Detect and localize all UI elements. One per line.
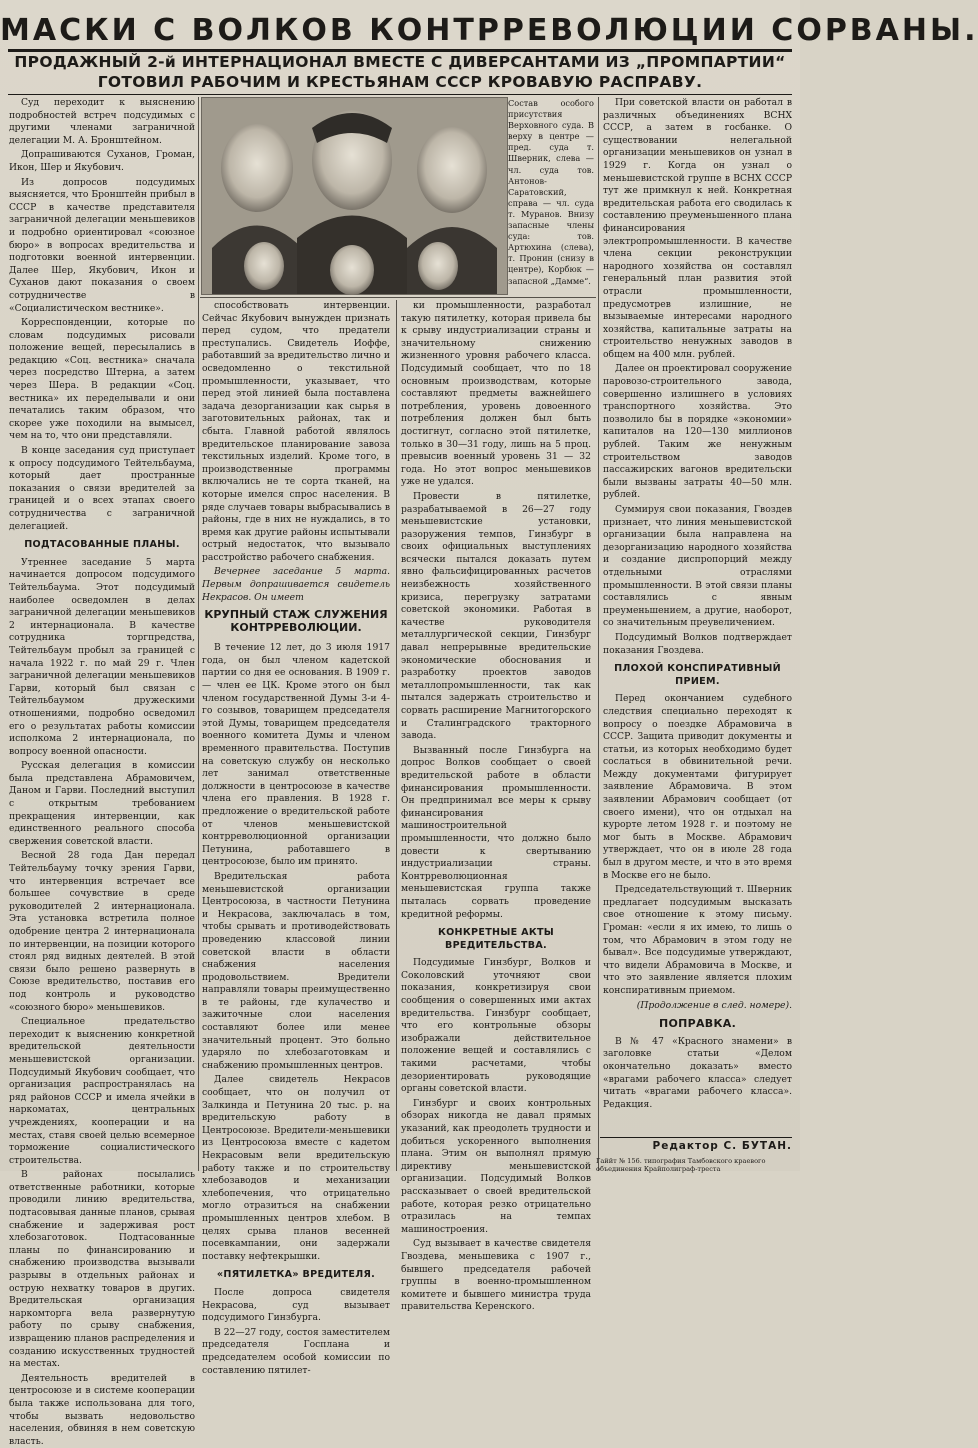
section-heading: ПЛОХОЙ КОНСПИРАТИВНЫЙ ПРИЕМ. bbox=[614, 663, 781, 687]
paragraph: Вызванный после Гинзбурга на допрос Волков сообщает о своей вредительской работе в области финансирования промышленности. Он предпринимал все меры к срыву финансирования машиностроительной промышленности, что должно было довести к свертыванию индустриализации страны. Контрреволюционная меньшевистская группа также пыталась сорвать проведение кредитной реформы. bbox=[401, 744, 591, 920]
paragraph: При советской власти он работал в различных объединениях ВСНХ СССР, а затем в госбанке. О существовании нелегальной организации меньшевиков он узнал в 1929 г. Когда он узнал о меньшевистской группе в ВСНХ СССР тут же примкнул к ней. Конкретная вредительская работа его сводилась к составлению преуменьшенного плана финансирования электропромышленности. В качестве члена секции реконструкции народного хозяйства он составлял генеральный план развития этой отрасли промышленности, предусмотрев излишние, не вызываемые интересами народного хозяйства, капитальные затраты на строительство ненужных заводов в общем на 400 млн. рублей. bbox=[603, 97, 792, 360]
photo-caption: Состав особого присутствия Верховного суда. В верху в центре — пред. суда т. Шверник, слева — чл. суда тов. Антонов-Саратовский, справа — чл. суда т. Муранов. Внизу запасные члены суда: тов. Артюхина (слева), т. Пронин (снизу в центре), Корбюк — запасной „Дамме“. bbox=[508, 98, 594, 286]
article-column-1 bbox=[9, 97, 195, 1447]
editor-signature: Редактор С. БУТАН. bbox=[652, 1140, 792, 1152]
correction-text: В № 47 «Красного знамени» в заголовке статьи «Делом окончательно доказать» вместо «врагами рабочего класса» следует читать «врагами рабочего класса». Редакция. bbox=[603, 1035, 792, 1110]
paragraph: Перед окончанием судебного следствия специально переходят к вопросу о поездке Абрамовича в СССР. Защита приводит документы и статьи, из которых необходимо будет сослаться в обвинительной речи. Между документами фигурирует заявление Абрамовича. В этом заявлении Абрамович сообщает (от своего имени), что он отдыхал на курорте летом 1928 г. и поэтому не мог быть в Москве. Абрамович утверждает, что он в июле 28 года был в другом месте, и что в это время в Москве его не было. bbox=[603, 693, 792, 881]
paragraph: В районах посылались ответственные работники, которые проводили линию вредительства, подтасовывая данные планов, срывая снабжение и задерживая рост хлебозаготовок. Подтасованные планы по финансированию и снабжению производства вызывали разрывы в отдельных районах и острую нехватку товаров в других. Вредительская организация наркомторга вела развернутую работу по срыву снабжения, извращению планов распределения и созданию искусственных трудностей на местах. bbox=[9, 1169, 195, 1370]
photo-bottom-rule bbox=[200, 297, 596, 298]
section-heading: КРУПНЫЙ СТАЖ СЛУЖЕНИЯ КОНТРРЕВОЛЮЦИИ. bbox=[204, 608, 388, 635]
print-imprint: Гаййт № 156. типография Тамбовского краевого объединения Крайполиграф-треста bbox=[596, 1157, 766, 1173]
editor-rule bbox=[600, 1137, 792, 1138]
paragraph: Деятельность вредителей в центросоюзе и в системе кооперации была также использована для того, чтобы вызвать недовольство населения, обвиняя в нем советскую власть. bbox=[9, 1372, 195, 1447]
column-divider bbox=[598, 97, 599, 1171]
paragraph: Подсудимые Гинзбург, Волков и Соколовский уточняют свои показания, конкретизируя свои сообщения о совершенных ими актах вредительства. Гинзбург сообщает, что его контрольные обзоры изображали действительное положение вещей и составлялись с такими расчетами, чтобы дезориентировать руководящие органы советской власти. bbox=[401, 957, 591, 1095]
paragraph: Весной 28 года Дан передал Тейтельбауму точку зрения Гарви, что интервенция встречает все большее сочувствие в среде руководителей 2 интернационала. Эта установка встретила полное одобрение центра 2 интернационала по интервенции, на позиции которого стоял ряд видных деятелей. В этой связи было решено развернуть в Союзе вредительство, поставив его под контроль и руководство «союзного бюро» меньшевиков. bbox=[9, 850, 195, 1013]
paragraph: Далее он проектировал сооружение паровозо-строительного завода, совершенно излишнего в условиях транспортного хозяйства. Это позволило бы в порядке «экономии» капиталов на 120—130 миллионов рублей. Таким же ненужным строительством заводов пассажирских вагонов вредительски были вызваны затраты 40—50 млн. рублей. bbox=[603, 363, 792, 501]
page-subheadline: ПРОДАЖНЫЙ 2-й ИНТЕРНАЦИОНАЛ ВМЕСТЕ С ДИВЕРСАНТАМИ ИЗ „ПРОМПАРТИИ“ ГОТОВИЛ РАБОЧИМ И КРЕСТЬЯНАМ СССР КРОВАВУЮ РАСПРАВУ. bbox=[14, 53, 786, 91]
paragraph: В 22—27 году, состоя заместителем председателя Госплана и председателем особой комиссии по составлению пятилет- bbox=[202, 1326, 390, 1376]
paragraph: Председательствующий т. Шверник предлагает подсудимым высказать свое отношение к этому письму. Громан: «если я их имею, то лишь о том, что Абрамович в этом году не бывал». Все подсудимые утверждают, что видели Абрамовича в Москве, и что это заявление является плохим конспиративным приемом. bbox=[603, 884, 792, 996]
paragraph: Утреннее заседание 5 марта начинается допросом подсудимого Тейтельбаума. Этот подсудимый наиболее осведомлен в делах заграничной делегации меньшевиков 2 интернационала. В качестве сотрудника торгпредства, Тейтельбаум пробыл за границей с начала 1922 г. по май 29 г. Член заграничной делегации меньшевиков Гарви, который был связан с Тейтельбаумом дружескими отношениями, подробно осведомил его о результатах работы комиссии исполкома 2 интернационала, по вопросу военной опасности. bbox=[9, 556, 195, 757]
paragraph: способствовать интервенции. Сейчас Якубович вынужден признать перед судом, что предатели преступались. Свидетель Иоффе, работавший за вредительство лично и осведомленно о текстильной промышленности, указывает, что перед этой линией была поставлена задача дезорганизации как сырья в заготовительных районах, так и сбыта. Главной работой являлось вредительское планирование завоза текстильных изделий. Кроме того, в производственные программы включались не те сорта тканей, на которые имелся спрос населения. В ряде случаев товары выбрасывались в районы, где в них не нуждались, в то время как другие районы испытывали острый недостаток, что вызывало расстройство рабочего снабжения. bbox=[202, 300, 390, 563]
paragraph: Суд вызывает в качестве свидетеля Гвоздева, меньшевика с 1907 г., бывшего председателя рабочей группы в военно-промышленном комитете и бывшего министра труда правительства Керенского. bbox=[401, 1238, 591, 1313]
paragraph: Суд переходит к выяснению подробностей встреч подсудимых с другими членами заграничной делегации М. А. Бронштейном. bbox=[9, 97, 195, 146]
correction-heading: ПОПРАВКА. bbox=[658, 1017, 737, 1031]
article-column-3 bbox=[401, 300, 591, 1313]
continuation-note: (Продолжение в след. номере). bbox=[636, 999, 792, 1011]
column-divider bbox=[198, 97, 199, 1171]
paragraph: Корреспонденции, которые по словам подсудимых рисовали положение вещей, пересылались в редакцию «Соц. вестника» сначала через посредство Штерна, а затем через Шера. В редакции «Соц. вестника» их переделывали и они печатались таким образом, что скорее уже походили на вымысел, чем на то, что они представляли. bbox=[9, 317, 195, 442]
paragraph: В конце заседания суд приступает к опросу подсудимого Тейтельбаума, который дает пространные показания о связи вредителей за границей и о всех этапах своего сотрудничества с заграничной делегацией. bbox=[9, 445, 195, 532]
paragraph: В течение 12 лет, до 3 июля 1917 года, он был членом кадетской партии со дня ее основания. В 1909 г. — член ее ЦК. Кроме этого он был членом государственной Думы 3-и 4-го созывов, товарищем председателя этой Думы, товарищем председателя военного комитета Думы и членом временного правительства. Поступив на советскую службу он несколько лет занимал ответственные должности в центросоюзе в качестве члена его правления. В 1928 г. предложение о вредительской работе от членов меньшевистской контрреволюционной организации Петунина, работавшего в центросоюзе, было им принято. bbox=[202, 642, 390, 868]
article-column-2 bbox=[202, 300, 390, 1376]
section-heading: «ПЯТИЛЕТКА» ВРЕДИТЕЛЯ. bbox=[216, 1269, 376, 1281]
paragraph: После допроса свидетеля Некрасова, суд вызывает подсудимого Гинзбурга. bbox=[202, 1286, 390, 1324]
paragraph: Допрашиваются Суханов, Громан, Икон, Шер и Якубович. bbox=[9, 149, 195, 173]
article-column-4 bbox=[603, 97, 792, 1137]
paragraph: Суммируя свои показания, Гвоздев признает, что линия меньшевистской организации была направлена на дезорганизацию народного хозяйства и создание диспропорций между отдельными отраслями промышленности. В этой связи планы составлялись с явным преуменьшением, а другие, наоборот, со значительным преувеличением. bbox=[603, 504, 792, 629]
paragraph: Вечернее заседание 5 марта. Первым допрашивается свидетель Некрасов. Он имеет bbox=[202, 566, 390, 603]
paragraph: Вредительская работа меньшевистской организации Центросоюза, в частности Петунина и Некрасова, заключалась в том, чтобы срывать и противодействовать проведению классовой линии советской власти в области снабжения населения продовольствием. Вредители направляли товары преимущественно в те районы, где кулачество и зажиточные слои населения составляют более или менее значительный процент. Это больно ударяло по хлебозаготовкам и снабжению промышленных центров. bbox=[202, 870, 390, 1071]
paragraph: Гинзбург и своих контрольных обзорах никогда не давал прямых указаний, как преодолеть трудности и добиться ускоренного выполнения плана. Этим он выполнял прямую директиву меньшевистской организации. Подсудимый Волков рассказывает о своей вредительской работе, которая резко отрицательно отразилась на темпах машиностроения. bbox=[401, 1097, 591, 1235]
court-photo-image bbox=[202, 98, 507, 294]
paragraph: Далее свидетель Некрасов сообщает, что он получил от Залкинда и Петунина 20 тыс. р. на вредительскую работу в Центросоюзе. Вредители-меньшевики из Центросоюза вместе с кадетом Некрасовым вели вредительскую работу также и по строительству хлебозаводов и механизации хлебопечения, что отрицательно могло отразиться на снабжении промышленных центров хлебом. В целях срыва планов весенней посевкампании, они задержали поставку нефтекрышки. bbox=[202, 1074, 390, 1262]
subheadline-rule bbox=[8, 94, 792, 95]
paragraph: Подсудимый Волков подтверждает показания Гвоздева. bbox=[603, 631, 792, 656]
court-photo bbox=[201, 97, 508, 295]
section-heading: КОНКРЕТНЫЕ АКТЫ ВРЕДИТЕЛЬСТВА. bbox=[437, 927, 555, 951]
paragraph: Русская делегация в комиссии была представлена Абрамовичем, Даном и Гарви. Последний выступил с открытым требованием прекращения интервенции, как единственного реального способа свержения советской власти. bbox=[9, 760, 195, 847]
paragraph: Провести в пятилетке, разрабатываемой в 26—27 году меньшевистские установки, разоружения темпов, Гинзбург в своих официальных выступлениях всячески пытался доказать путем явно фальсифицированных расчетов неизбежность хозяйственного кризиса, перегрузку затратами советской экономики. Работая в качестве руководителя металлургической секции, Гинзбург давал непрерывные вредительские экономические обоснования и разработку проектов заводов металлопромышленности, так как пытался задержать строительство и сорвать расширение Магнитогорского и Сталинградского тракторного завода. bbox=[401, 490, 591, 742]
paragraph: ки промышленности, разработал такую пятилетку, которая привела бы к срыву индустриализации страны и значительному снижению жизненного уровня рабочего класса. Подсудимый сообщает, что по 18 основным производствам, которые составляют предметы важнейшего потребления, уровень довоенного потребления должен был быть достигнут, согласно этой пятилетке, только в 30—31 году, лишь на 5 проц. превысив военный уровень 31 — 32 года. Но этот вопрос меньшевиков уже не удался. bbox=[401, 300, 591, 488]
column-divider bbox=[396, 300, 397, 1171]
section-heading: ПОДТАСОВАННЫЕ ПЛАНЫ. bbox=[24, 539, 180, 551]
paragraph: Из допросов подсудимых выясняется, что Бронштейн прибыл в СССР в качестве представителя заграничной делегации меньшевиков и подробно ориентировал «союзное бюро» в вопросах вредительства и подготовки военной интервенции. Далее Шер, Якубович, Икон и Суханов дают показания о своем сотрудничестве в «Социалистическом вестнике». bbox=[9, 176, 195, 314]
paragraph: Специальное предательство переходит к выяснению конкретной вредительской деятельности меньшевистской организации. Подсудимый Якубович сообщает, что организация распространялась на ряд районов СССР и имела ячейки в наркоматах, центральных учреждениях, кооперации и на местах, ставя своей целью всемерное торможение социалистического строительства. bbox=[9, 1016, 195, 1166]
page-headline: МАСКИ С ВОЛКОВ КОНТРРЕВОЛЮЦИИ СОРВАНЫ. bbox=[0, 13, 978, 48]
